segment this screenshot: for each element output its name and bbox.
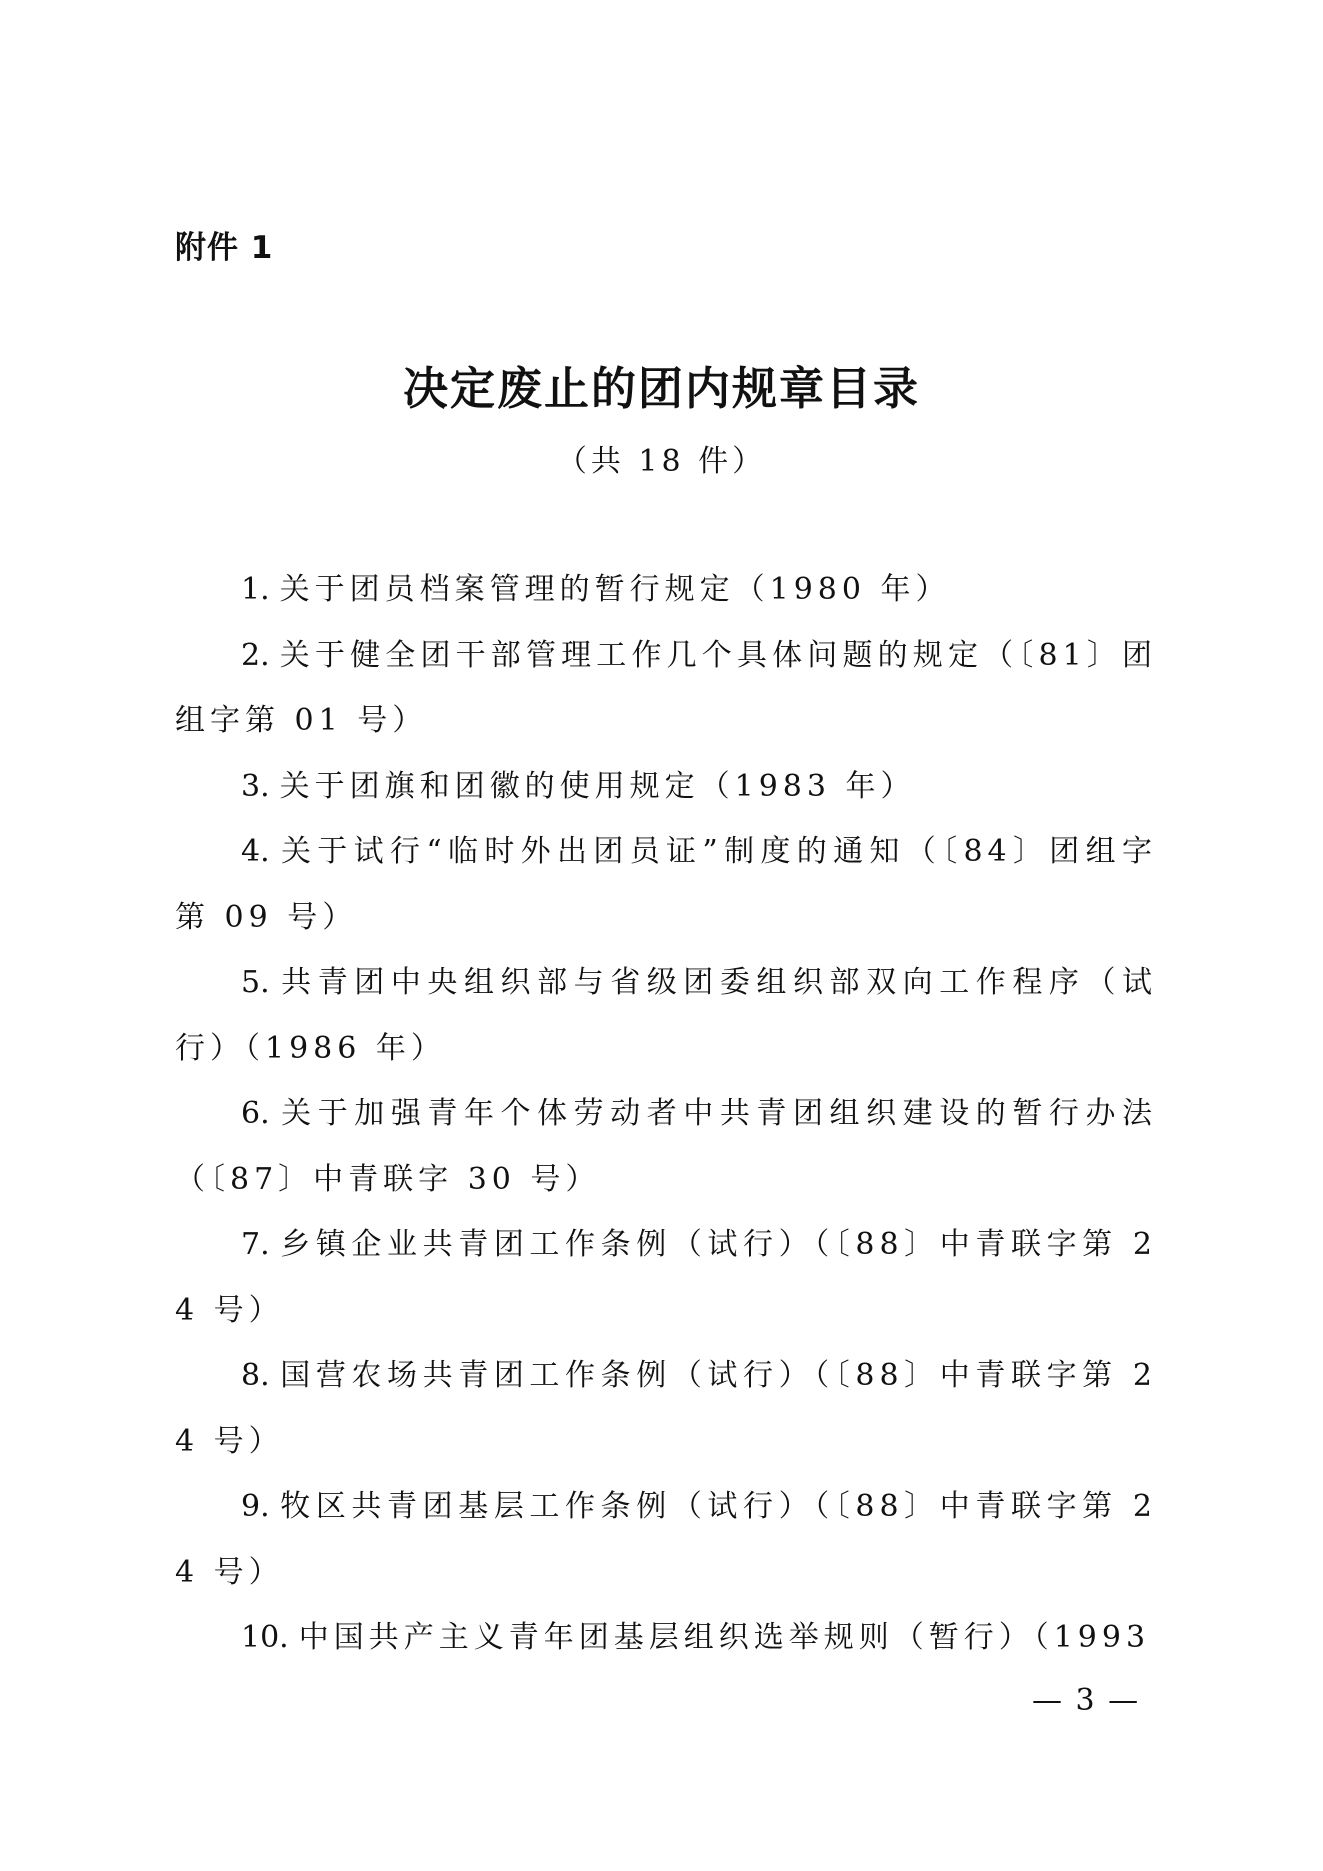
list-item	[175, 1474, 1157, 1605]
item-text: 中国共产主义青年团基层组织选举规则（暂行）（1993	[298, 1620, 1151, 1655]
item-number: 3.	[241, 768, 270, 804]
item-text: 关于试行“临时外出团员证”制度的通知（〔84〕团组字第 09 号）	[175, 834, 1157, 935]
list-item	[175, 1605, 1157, 1671]
item-number: 7.	[241, 1227, 270, 1262]
attachment-label: 附件 1	[175, 230, 274, 266]
item-number: 2.	[241, 637, 270, 673]
list-item	[175, 950, 1157, 1081]
item-text: 关于团员档案管理的暂行规定（1980 年）	[279, 572, 951, 607]
item-number: 4.	[241, 834, 270, 869]
item-number: 10.	[241, 1620, 289, 1655]
list-item	[175, 754, 1157, 820]
list-item	[175, 1212, 1157, 1343]
item-text: 关于健全团干部管理工作几个具体问题的规定（〔81〕团组字第 01 号）	[175, 637, 1157, 738]
document-subtitle: （共 18 件）	[556, 444, 767, 479]
item-text: 关于加强青年个体劳动者中共青团组织建设的暂行办法（〔87〕中青联字 30 号）	[175, 1096, 1157, 1197]
list-item	[175, 623, 1157, 754]
item-text: 共青团中央组织部与省级团委组织部双向工作程序（试行）（1986 年）	[175, 965, 1157, 1066]
item-number: 5.	[241, 965, 270, 1000]
item-text: 牧区共青团基层工作条例（试行）（〔88〕中青联字第 24 号）	[175, 1489, 1157, 1590]
list-item	[175, 1343, 1157, 1474]
list-item	[175, 819, 1157, 950]
item-number: 8.	[241, 1358, 270, 1393]
item-number: 1.	[241, 572, 270, 607]
item-text: 国营农场共青团工作条例（试行）（〔88〕中青联字第 24 号）	[175, 1358, 1157, 1459]
item-number: 9.	[241, 1489, 270, 1524]
page-number: — 3 —	[1032, 1683, 1141, 1718]
list-item	[175, 557, 1157, 623]
list-item	[175, 1081, 1157, 1212]
item-number: 6.	[241, 1096, 270, 1131]
document-title: 决定废止的团内规章目录	[402, 362, 920, 415]
item-text: 关于团旗和团徽的使用规定（1983 年）	[279, 768, 916, 804]
item-text: 乡镇企业共青团工作条例（试行）（〔88〕中青联字第 24 号）	[175, 1227, 1157, 1328]
regulation-list	[175, 557, 1157, 1671]
